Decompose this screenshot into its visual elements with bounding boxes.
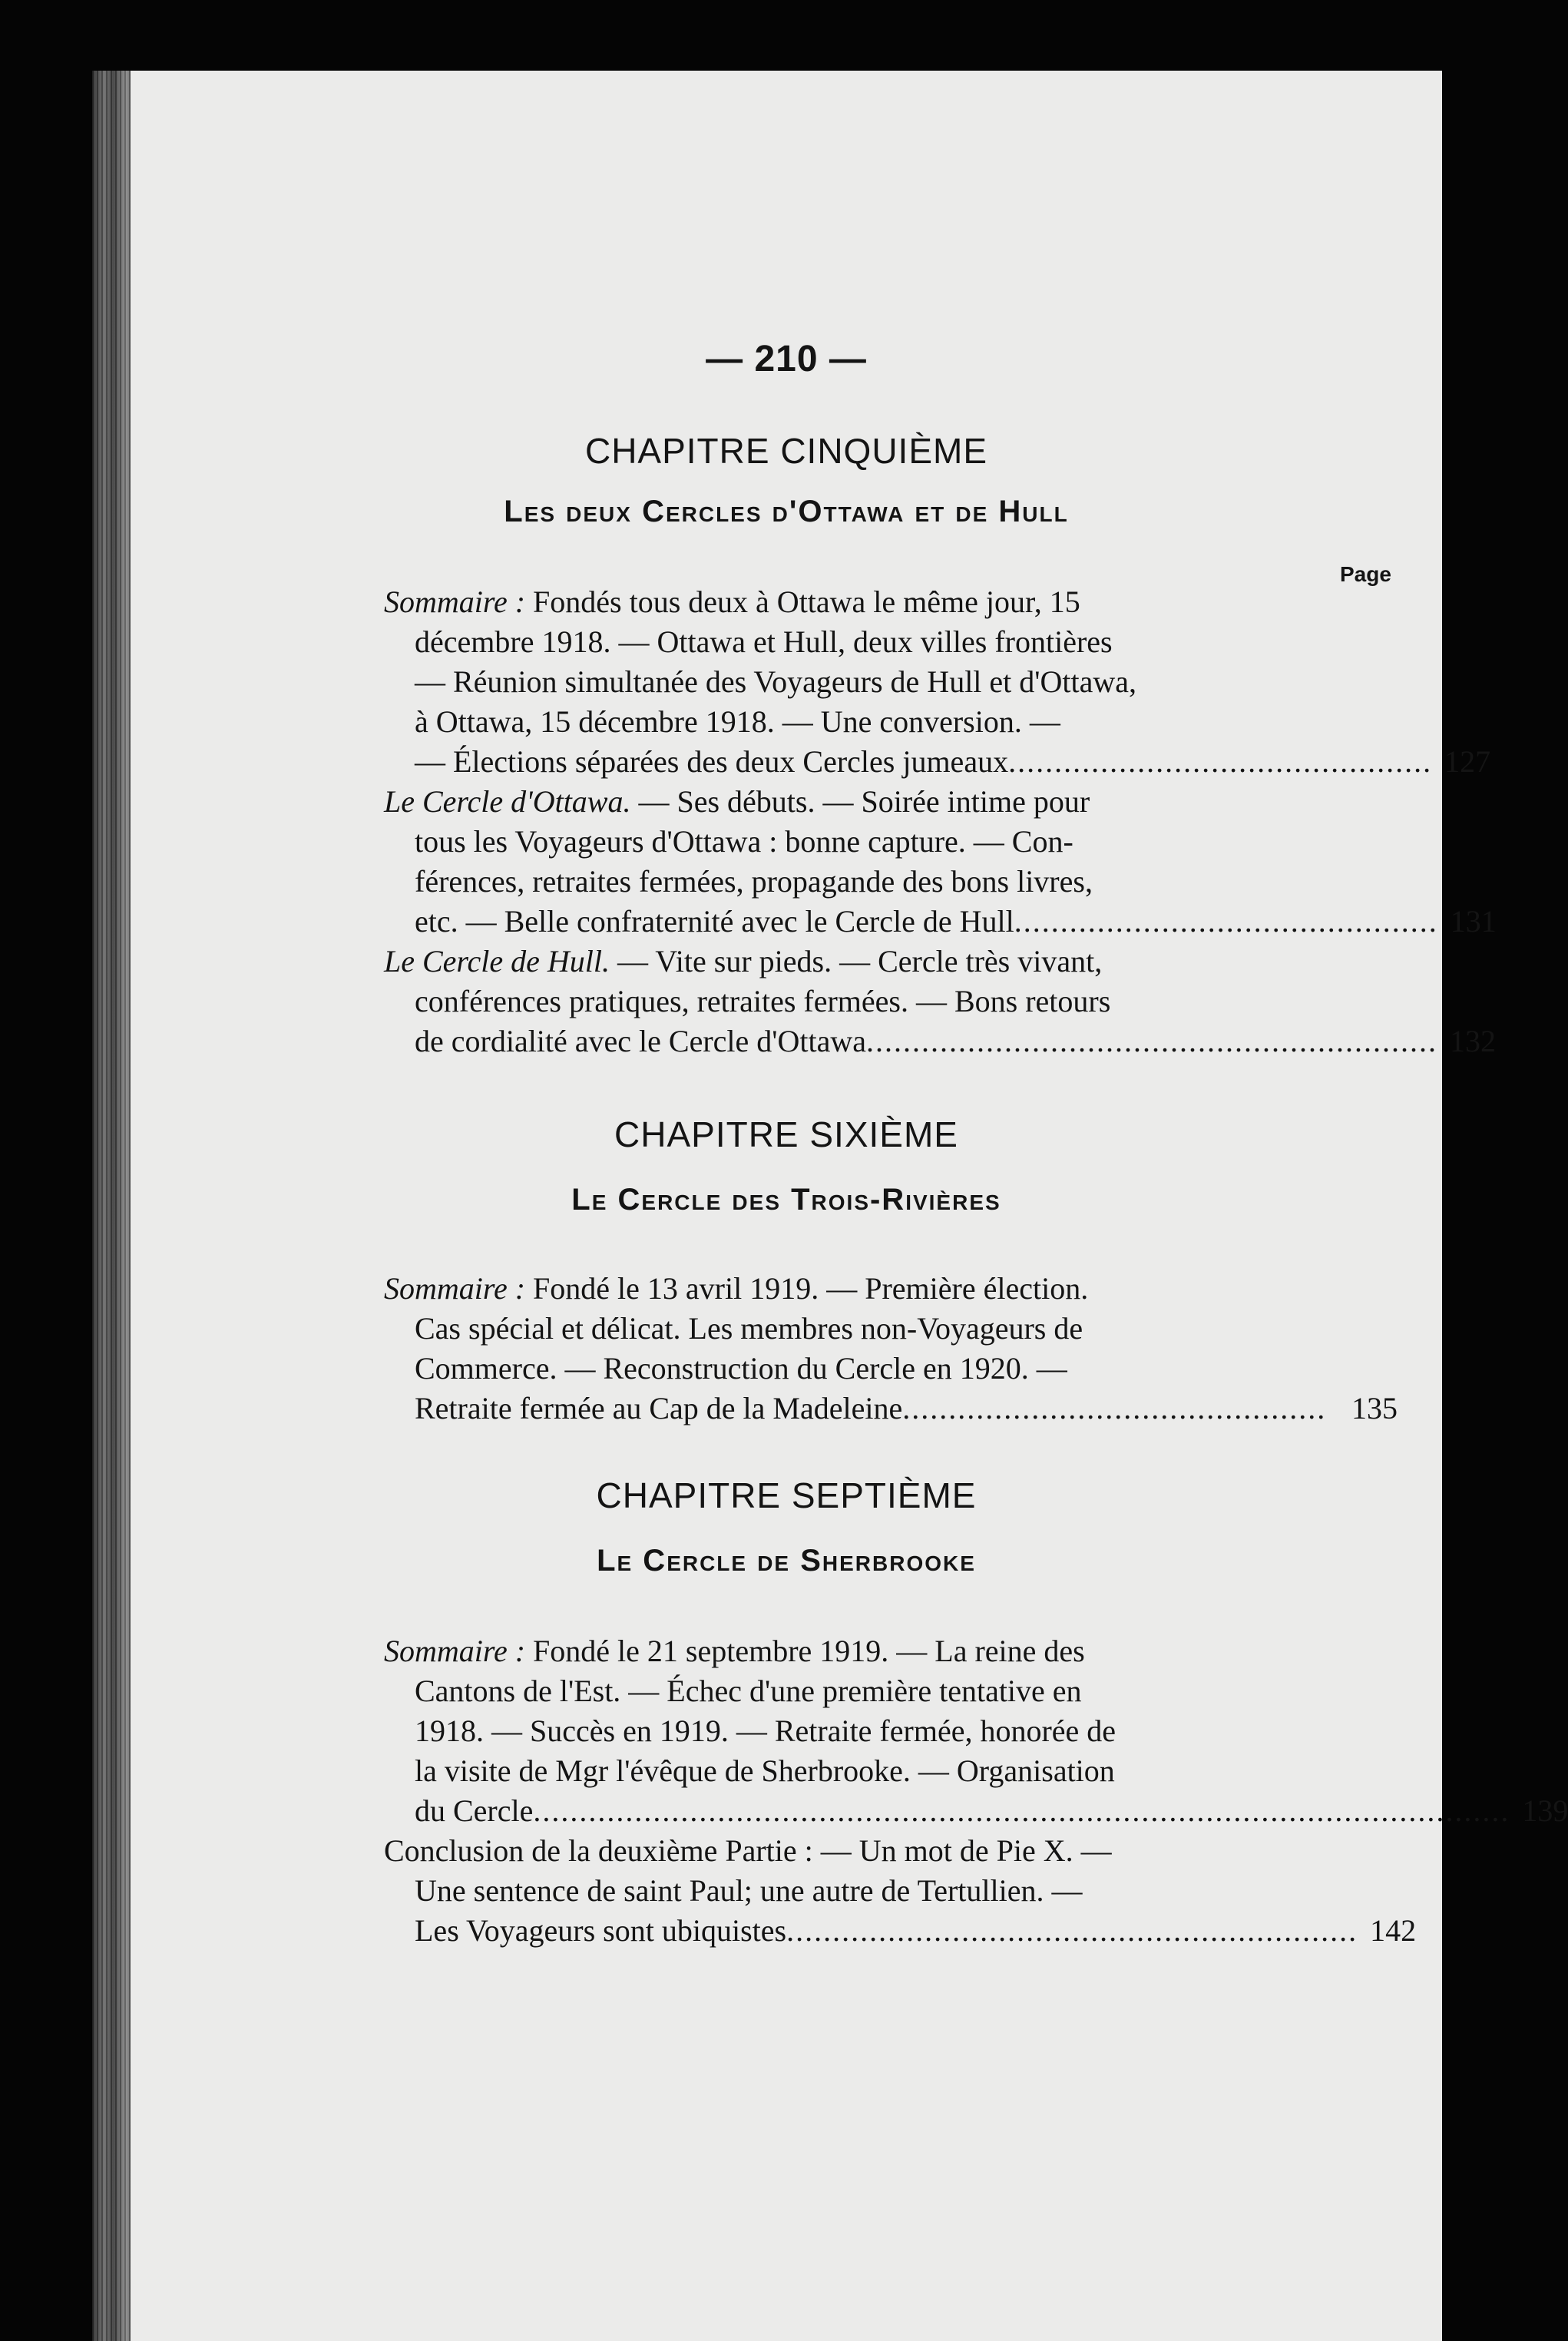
entry-line: 1918. — Succès en 1919. — Retraite fermée, honorée de — [415, 1714, 1116, 1748]
entry-line: férences, retraites fermées, propagande des bons livres, — [415, 864, 1093, 899]
chapter-6-title: CHAPITRE SIXIÈME — [614, 1114, 958, 1154]
book-page — [131, 71, 1568, 2341]
dot-leader: .......................................................................................................... — [533, 1793, 1510, 1828]
entry-line: décembre 1918. — Ottawa et Hull, deux villes frontières — [415, 624, 1113, 659]
entry-line: tous les Voyageurs d'Ottawa : bonne capture. — Con- — [415, 824, 1073, 859]
entry-line: Fondés tous deux à Ottawa le même jour, 15 — [525, 584, 1080, 619]
dot-leader: .............................................................. — [786, 1913, 1358, 1948]
chapter-5-subtitle: Les deux Cercles d'Ottawa et de Hull — [504, 495, 1069, 528]
entry-line: du Cercle — [415, 1793, 534, 1828]
chapter-7-title: CHAPITRE SEPTIÈME — [596, 1475, 977, 1515]
entry-lead: Sommaire : — [384, 1271, 526, 1306]
dot-leader: .............................................................. — [866, 1024, 1438, 1058]
entry-line: Cas spécial et délicat. Les membres non-Voyageurs de — [415, 1311, 1083, 1346]
entry-page-number: 142 — [1370, 1913, 1417, 1948]
entry-line: etc. — Belle confraternité avec le Cercle de Hull — [415, 904, 1014, 939]
page-number: — 210 — — [706, 339, 867, 379]
entry-line: Conclusion de la deuxième Partie : — Un mot de Pie X. — — [384, 1833, 1112, 1868]
entry-line: Les Voyageurs sont ubiquistes — [415, 1913, 787, 1948]
chapter-5-hull-entry — [384, 942, 1497, 1061]
chapter-5-summary — [384, 582, 1491, 782]
chapter-7-summary — [384, 1631, 1568, 1831]
chapter-6-summary — [384, 1269, 1398, 1429]
entry-page-number: 135 — [1351, 1391, 1398, 1425]
chapter-5-title: CHAPITRE CINQUIÈME — [584, 431, 988, 471]
entry-lead: Le Cercle de Hull. — [384, 944, 610, 978]
chapter-7-subtitle: Le Cercle de Sherbrooke — [597, 1544, 976, 1578]
entry-line: la visite de Mgr l'évêque de Sherbrooke. — Organisation — [415, 1753, 1115, 1788]
entry-line: Commerce. — Reconstruction du Cercle en 1920. — — [415, 1351, 1067, 1386]
entry-line: Fondé le 21 septembre 1919. — La reine des — [525, 1634, 1085, 1668]
entry-line: Une sentence de saint Paul; une autre de Tertullien. — — [415, 1873, 1083, 1908]
chapter-5-ottawa-entry — [384, 782, 1497, 942]
entry-page-number: 139 — [1522, 1793, 1568, 1828]
entry-line: à Ottawa, 15 décembre 1918. — Une conversion. — — [415, 704, 1060, 739]
entry-lead: Sommaire : — [384, 1634, 526, 1668]
entry-page-number: 131 — [1450, 904, 1497, 939]
entry-lead: Le Cercle d'Ottawa. — [384, 784, 631, 819]
entry-line: — Vite sur pieds. — Cercle très vivant, — [610, 944, 1103, 978]
entry-page-number: 127 — [1444, 744, 1491, 779]
dot-leader: .............................................. — [1008, 744, 1433, 779]
entry-line: Fondé le 13 avril 1919. — Première élection. — [525, 1271, 1089, 1306]
dot-leader: .............................................. — [1014, 904, 1438, 939]
entry-line: Cantons de l'Est. — Échec d'une première tentative en — [415, 1674, 1082, 1708]
entry-line: — Ses débuts. — Soirée intime pour — [630, 784, 1090, 819]
entry-lead: Sommaire : — [384, 584, 526, 619]
dot-leader: .............................................. — [902, 1391, 1327, 1425]
entry-line: conférences pratiques, retraites fermées. — Bons retours — [415, 984, 1111, 1018]
conclusion-entry — [384, 1831, 1417, 1951]
entry-line: — Élections séparées des deux Cercles jumeaux — [415, 744, 1009, 779]
entry-line: — Réunion simultanée des Voyageurs de Hull et d'Ottawa, — [415, 664, 1136, 699]
entry-line: de cordialité avec le Cercle d'Ottawa — [415, 1024, 867, 1058]
page-column-label: Page — [1340, 562, 1391, 586]
entry-line: Retraite fermée au Cap de la Madeleine — [415, 1391, 903, 1425]
entry-page-number: 132 — [1450, 1024, 1497, 1058]
chapter-6-subtitle: Le Cercle des Trois-Rivières — [571, 1183, 1001, 1217]
